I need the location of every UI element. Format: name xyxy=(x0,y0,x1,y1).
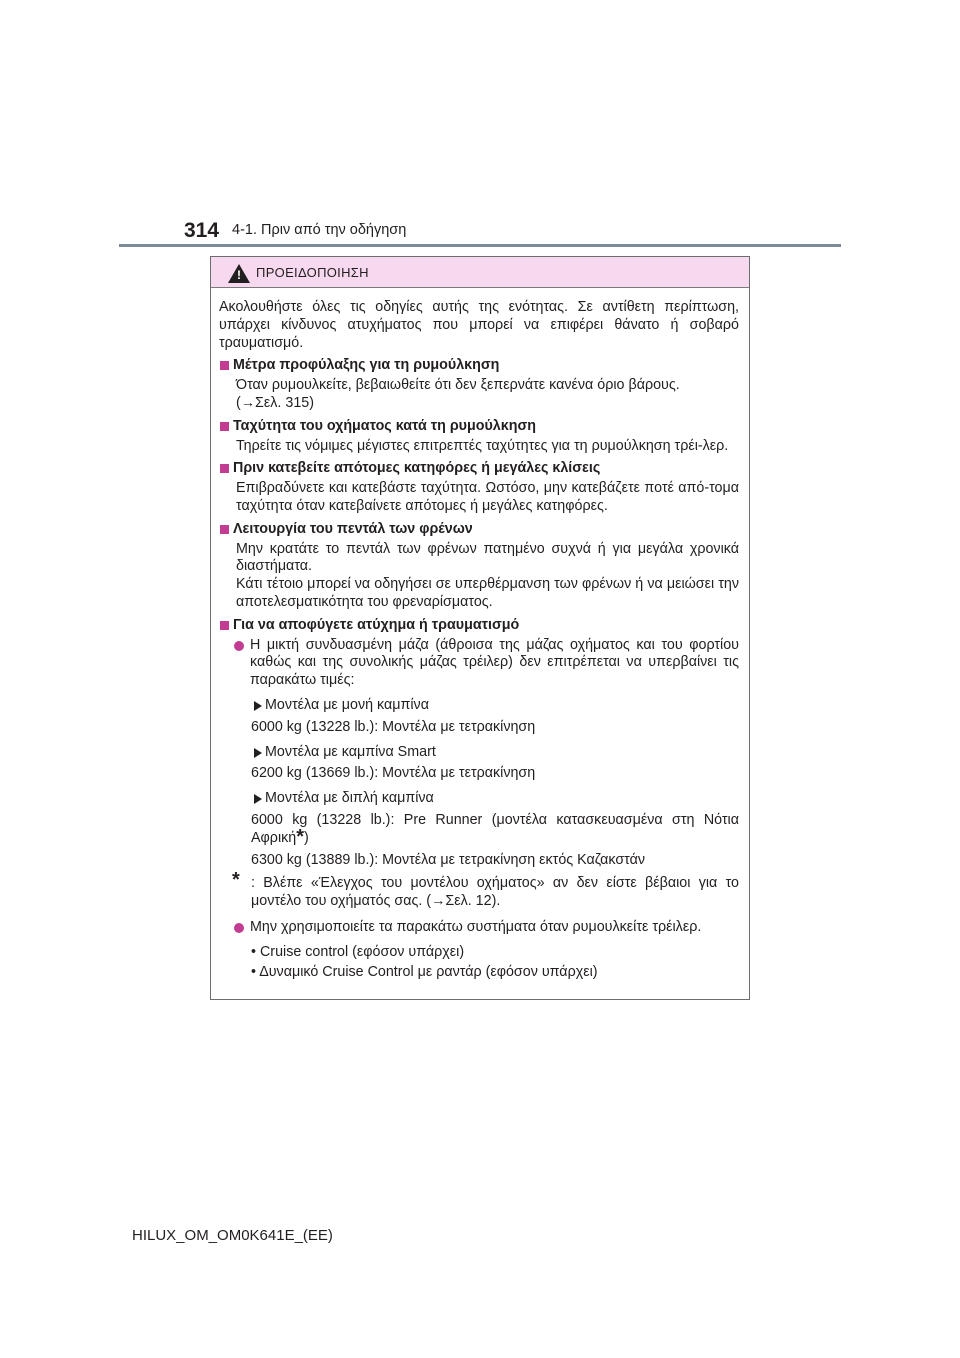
model-value-end: ) xyxy=(304,829,309,846)
heading-towing-speed: Ταχύτητα του οχήματος κατά τη ρυμούλκηση xyxy=(219,418,739,436)
model-value: 6200 kg (13669 lb.): Μοντέλα με τετρακίνηση xyxy=(251,765,536,782)
arrow-right-icon xyxy=(254,794,262,804)
model-value-text: 6000 kg (13228 lb.): Pre Runner (μοντέλα κατασκευασμένα στη Νότια Αφρική xyxy=(251,811,739,846)
header-rule xyxy=(119,244,841,247)
bullet-dot-icon xyxy=(234,641,244,651)
heading-towing-precautions: Μέτρα προφύλαξης για τη ρυμούλκηση xyxy=(219,357,739,375)
systems-bullet xyxy=(219,919,739,937)
warning-triangle-icon: ! xyxy=(228,264,250,283)
mass-bullet-text: Η μικτή συνδυασμένη μάζα (άθροισα της μάζας οχήματος και του φορτίου καθώς και της συνολικής μάζας τρέιλερ) δεν επιτρέπεται να υπερβαίνει τις παρακάτω τιμές: xyxy=(250,636,739,689)
steep-descent-text: Επιβραδύνετε και κατεβάστε ταχύτητα. Ωστόσο, μην κατεβάζετε ποτέ από-τομα ταχύτητα όταν κατεβαίνετε απότομες ή μεγάλες κατηφόρες. xyxy=(236,480,739,514)
heading-steep-descent: Πριν κατεβείτε απότομες κατηφόρες ή μεγάλες κλίσεις xyxy=(219,460,739,478)
warning-intro: Ακολουθήστε όλες τις οδηγίες αυτής της ενότητας. Σε αντίθετη περίπτωση, υπάρχει κίνδυνος ατυχήματος που μπορεί να επιφέρει θάνατο ή σοβαρό τραυματισμό. xyxy=(219,299,739,351)
warning-header xyxy=(211,257,749,288)
towing-speed-text: Τηρείτε τις νόμιμες μέγιστες επιτρεπτές ταχύτητες για τη ρυμούλκηση τρέι-λερ. xyxy=(236,437,729,454)
model-value-2: 6300 kg (13889 lb.): Μοντέλα με τετρακίνηση εκτός Καζακστάν xyxy=(251,851,646,868)
model-label: Μοντέλα με μονή καμπίνα xyxy=(265,696,429,713)
system-item: • Δυναμικό Cruise Control με ραντάρ (εφόσον υπάρχει) xyxy=(251,963,598,980)
mass-bullet xyxy=(219,637,739,690)
model-double-cab xyxy=(219,790,739,808)
page-number: 314 xyxy=(184,219,220,242)
footnote-marker: * xyxy=(296,825,305,848)
brake-pedal-text-2: Κάτι τέτοιο μπορεί να οδηγήσει σε υπερθέρμανση των φρένων ή να μειώσει την αποτελεσματικότητα του φρεναρίσματος. xyxy=(236,576,739,610)
system-item: • Cruise control (εφόσον υπάρχει) xyxy=(251,943,465,960)
model-label: Μοντέλα με διπλή καμπίνα xyxy=(265,790,434,807)
footnote xyxy=(219,869,739,911)
model-single-cab xyxy=(219,697,739,715)
towing-precautions-ref: (→Σελ. 315) xyxy=(236,394,314,411)
heading-brake-pedal: Λειτουργία του πεντάλ των φρένων xyxy=(219,521,739,539)
systems-bullet-text: Μην χρησιμοποιείτε τα παρακάτω συστήματα όταν ρυμουλκείτε τρέιλερ. xyxy=(250,918,702,935)
model-label: Μοντέλα με καμπίνα Smart xyxy=(265,743,436,760)
heading-avoid-accident: Για να αποφύγετε ατύχημα ή τραυματισμό xyxy=(219,617,739,635)
document-code: HILUX_OM_OM0K641E_(EE) xyxy=(132,1227,333,1244)
model-value xyxy=(219,812,739,848)
arrow-right-icon xyxy=(254,701,262,711)
warning-box xyxy=(210,256,750,1000)
warning-body xyxy=(211,288,749,999)
towing-precautions-text: Όταν ρυμουλκείτε, βεβαιωθείτε ότι δεν ξεπερνάτε κανένα όριο βάρους. xyxy=(236,377,680,394)
footnote-star: * xyxy=(232,869,240,892)
arrow-right-icon xyxy=(254,748,262,758)
warning-title: ΠΡΟΕΙΔΟΠΟΙΗΣΗ xyxy=(256,265,369,280)
model-value: 6000 kg (13228 lb.): Μοντέλα με τετρακίνηση xyxy=(251,718,536,735)
footnote-text: : Βλέπε «Έλεγχος του μοντέλου οχήματος» αν δεν είστε βέβαιοι για το μοντέλο του οχήματός σας. (→Σελ. 12). xyxy=(251,875,739,910)
brake-pedal-text: Μην κρατάτε το πεντάλ των φρένων πατημένο συχνά ή για μεγάλα χρονικά διαστήματα. xyxy=(236,540,739,575)
bullet-dot-icon xyxy=(234,923,244,933)
section-title: 4-1. Πριν από την οδήγηση xyxy=(232,222,407,238)
model-smart-cab xyxy=(219,744,739,762)
